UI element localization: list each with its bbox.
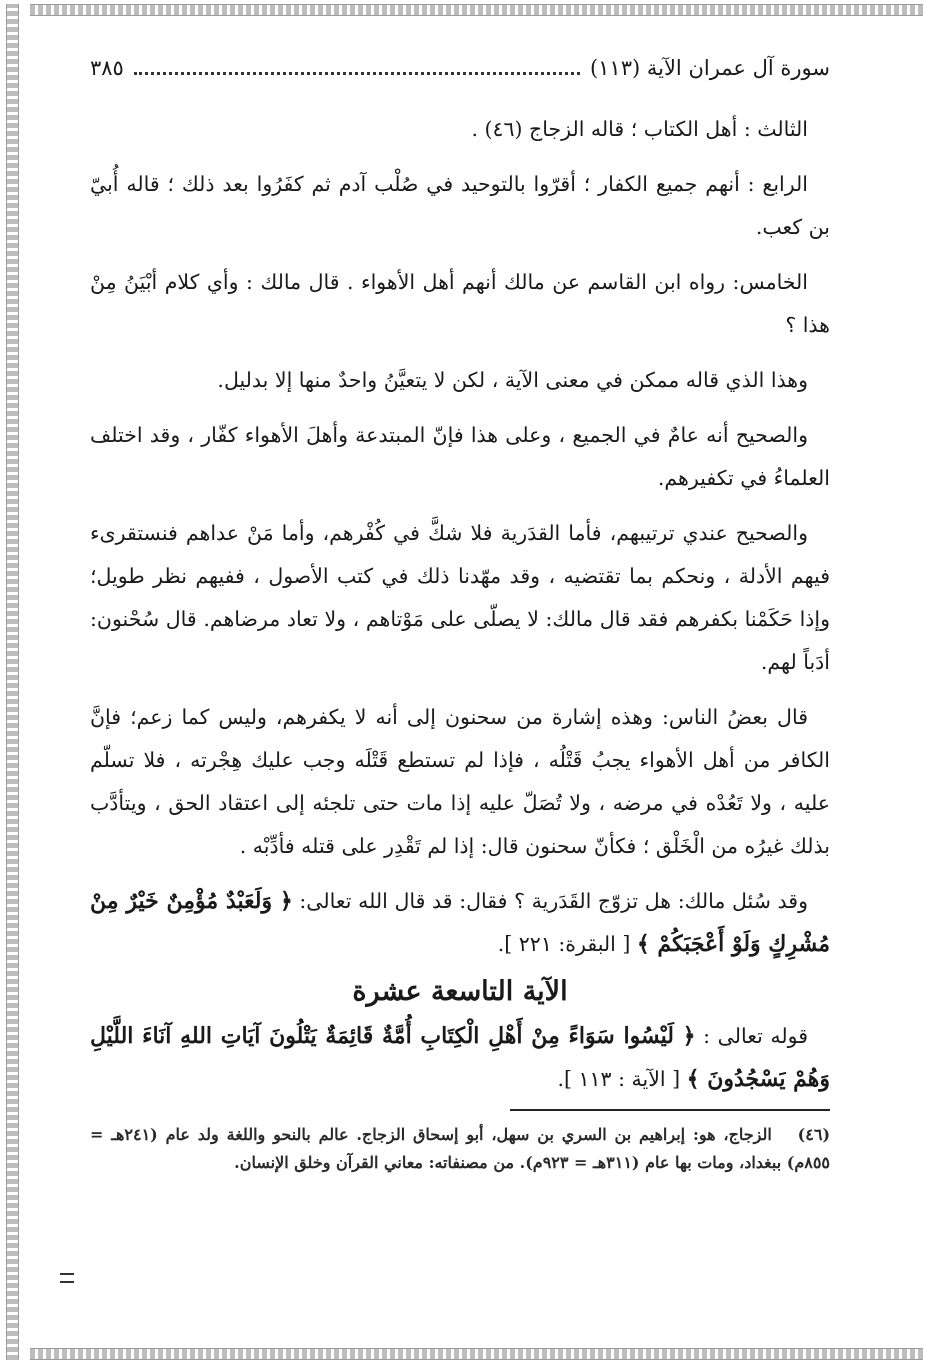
page-content	[90, 56, 830, 1177]
paragraph-some-people: قال بعضُ الناس: وهذه إشارة من سحنون إلى أنه لا يكفرهم، وليس كما زعم؛ فإنَّ الكافر من أهل الأهواء يجبُ قَتْلُه ، فإذا لم تستطع قَتْلَه وجب عليك هِجْرته ، فلا تسلّم عليه ، ولا تَعُدْه في مرضه ، ولا تُصَلّ عليه إذا مات حتى تلجئه إلى اعتقاد الحق ، ويتأدَّب بذلك غيرُه من الْخَلْق ؛ فكأنّ سحنون قال: إذا لم تَقْدِر على قتله فأدِّبْه .	[90, 705, 830, 858]
footnote-text: الزجاج، هو: إبراهيم بن السري بن سهل، أبو إسحاق الزجاج. عالم بالنحو واللغة ولد عام (٢٤١هـ = ٨٥٥م) ببغداد، ومات بها عام (٣١١هـ = ٩٢٣م). من مصنفاته: معاني القرآن وخلق الإنسان.	[90, 1125, 830, 1172]
header-dot-leader	[134, 60, 580, 75]
footnote-separator	[510, 1109, 830, 1111]
decorative-border-top	[30, 4, 923, 16]
paragraph-commentary: وهذا الذي قاله ممكن في معنى الآية ، لكن لا يتعيَّنُ واحدٌ منها إلا بدليل.	[217, 368, 808, 392]
page-number: ٣٨٥	[90, 56, 124, 80]
running-header	[90, 56, 830, 96]
decorative-border-left	[6, 4, 19, 1360]
margin-mark	[60, 1273, 74, 1283]
verse-lead-text: قوله تعالى :	[703, 1024, 808, 1048]
running-header-title: سورة آل عمران الآية (١١٣)	[589, 56, 830, 80]
paragraph-fifth-opinion: الخامس: رواه ابن القاسم عن مالك أنهم أهل الأهواء . قال مالك : وأي كلام أبْيَنُ مِنْ هذا ؟	[90, 270, 830, 337]
footnote	[90, 1121, 830, 1177]
paragraph-third-opinion: الثالث : أهل الكتاب ؛ قاله الزجاج (٤٦) .	[471, 117, 808, 141]
footnote-number: (٤٦)	[797, 1125, 831, 1144]
paragraph-lead-text: وقد سُئل مالك: هل تزوّج القَدَرية ؟ فقال: قد قال الله تعالى:	[299, 889, 808, 913]
paragraph-malik-question	[90, 880, 830, 966]
paragraph-correct-view: والصحيح أنه عامٌ في الجميع ، وعلى هذا فإنّ المبتدعة وأهلَ الأهواء كفّار ، وقد اختلف العلماءُ في تكفيرهم.	[90, 423, 830, 490]
quran-verse-baqarah: ﴿ وَلَعَبْدٌ مُؤْمِنٌ خَيْرٌ مِنْ مُشْرِكٍ وَلَوْ أَعْجَبَكُمْ ﴾	[90, 888, 830, 957]
decorative-border-bottom	[30, 1348, 923, 1360]
quran-verse-aal-imran: ﴿ لَيْسُوا سَوَاءً مِنْ أَهْلِ الْكِتَابِ أُمَّةٌ قَائِمَةٌ يَتْلُونَ آيَاتِ اللهِ آنَاءَ اللَّيْلِ وَهُمْ يَسْجُدُونَ ﴾	[90, 1023, 830, 1092]
paragraph-author-view: والصحيح عندي ترتيبهم، فأما القدَرية فلا شكَّ في كُفْرهم، وأما مَنْ عداهم فنستقرىء فيهم الأدلة ، ونحكم بما تقتضيه ، وقد مهّدنا ذلك في كتب الأصول ، ففيهم نظر طويل؛ وإذا حَكَمْنا بكفرهم فقد قال مالك: لا يصلّى على مَوْتاهم ، ولا تعاد مرضاهم. قال سُحْنون: أدَباً لهم.	[90, 521, 830, 674]
verse-reference: [ البقرة: ٢٢١ ].	[497, 932, 631, 956]
section-heading: الآية التاسعة عشرة	[352, 976, 568, 1007]
verse-reference: [ الآية : ١١٣ ].	[557, 1067, 681, 1091]
paragraph-verse-quote	[90, 1015, 830, 1101]
paragraph-fourth-opinion: الرابع : أنهم جميع الكفار ؛ أقرّوا بالتوحيد في صُلْب آدم ثم كفَرُوا بعد ذلك ؛ قاله أُبيّ بن كعب.	[90, 172, 830, 239]
